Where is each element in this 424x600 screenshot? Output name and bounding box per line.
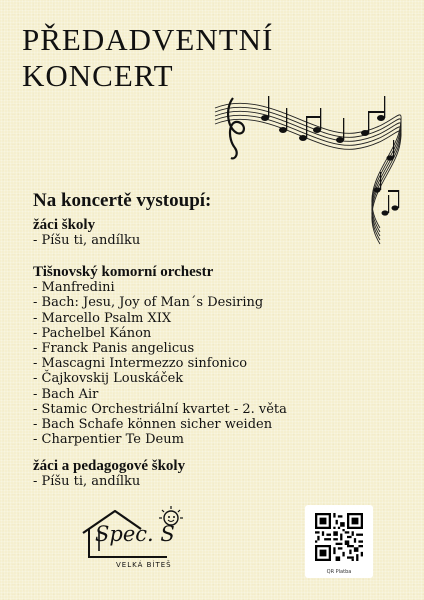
list-item: - Bach Schafe können sicher weiden [33,417,273,433]
qr-payment-card [305,505,373,578]
logo-text: Spec. S [95,522,175,546]
qr-code-icon [315,513,363,561]
section-heading: Tišnovský komorní orchestr [33,264,214,280]
performers-heading: Na koncertě vystoupí: [33,190,212,211]
list-item: - Pachelbel Kánon [33,325,152,341]
logo-subtext: VELKÁ BÍTEŠ [116,561,172,569]
list-item: - Manfredini [33,280,115,296]
qr-label: QR Platba [326,569,352,575]
list-item: - Čajkovskij Louskáček [33,371,184,387]
list-item: - Píšu ti, andílku [33,233,141,249]
list-item: - Franck Panis angelicus [33,341,195,357]
section-students [33,218,140,248]
section-heading: žáci a pedagogové školy [33,458,186,474]
title-line-2: KONCERT [22,58,174,93]
section-students-teachers [33,459,185,489]
list-item: - Bach Air [33,386,99,402]
music-notes-icon [205,78,420,253]
list-item: - Bach: Jesu, Joy of Man´s Desiring [33,295,264,311]
list-item: - Marcello Psalm XIX [33,310,172,326]
list-item: - Píšu ti, andílku [33,474,141,490]
title-line-1: PŘEDADVENTNÍ [22,22,274,57]
section-orchestra [33,265,287,447]
section-heading: žáci školy [33,217,96,233]
list-item: - Charpentier Te Deum [33,432,184,448]
list-item: - Stamic Orchestriální kvartet - 2. věta [33,401,287,417]
list-item: - Mascagni Intermezzo sinfonico [33,356,248,372]
